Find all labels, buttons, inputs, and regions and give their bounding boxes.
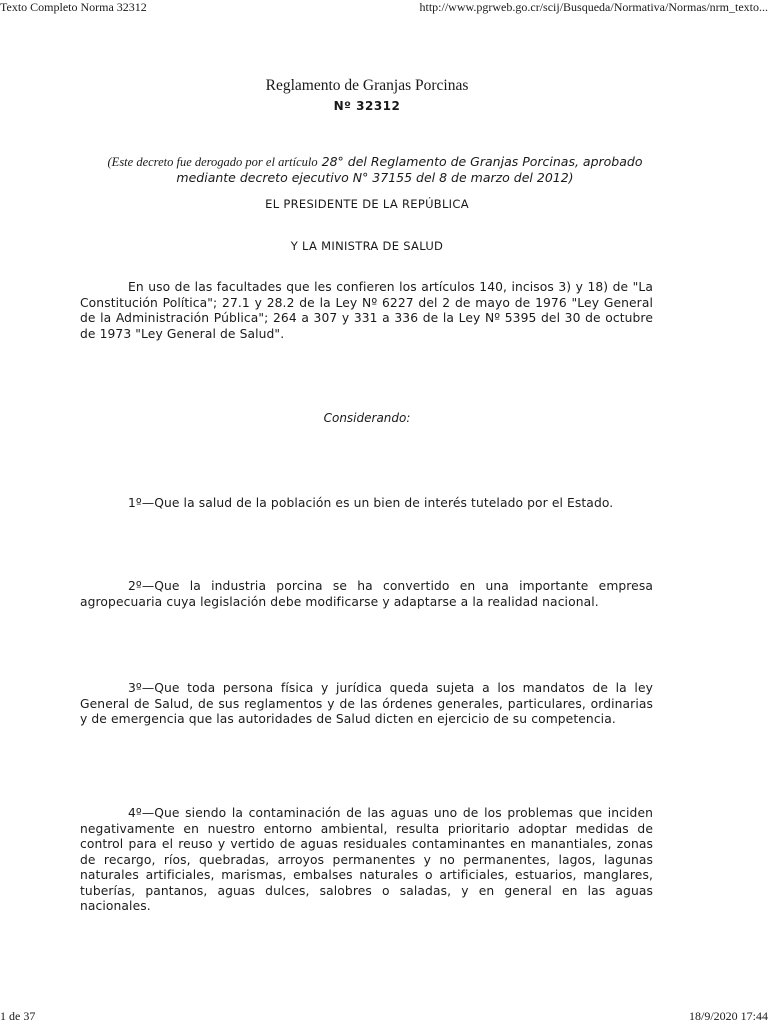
document-number: Nº 32312 — [333, 99, 401, 113]
president-heading: EL PRESIDENTE DE LA REPÚBLICA — [265, 197, 469, 211]
minister-heading: Y LA MINISTRA DE SALUD — [290, 239, 444, 253]
considerando-item-1: 1º—Que la salud de la población es un bien de interés tutelado por el Estado. — [128, 496, 614, 510]
considerando-heading: Considerando: — [323, 411, 411, 425]
print-header-title: Texto Completo Norma 32312 — [0, 0, 147, 14]
derogation-note — [88, 154, 662, 186]
preamble-paragraph: En uso de las facultades que les confieren los artículos 140, incisos 3) y 18) de "La Constitución Política"; 27.1 y 28.2 de la Ley Nº 6227 del 2 de mayo de 1976 "Ley General de la Administración Pública"; 264 a 307 y 331 a 336 de la Ley Nº 5395 del 30 de octubre de 1973 "Ley General de Salud". — [80, 280, 653, 341]
print-header-url: http://www.pgrweb.go.cr/scij/Busqueda/Normativa/Normas/nrm_texto... — [419, 0, 768, 14]
page-counter: 1 de 37 — [0, 1009, 36, 1023]
print-datetime: 18/9/2020 17:44 — [688, 1009, 768, 1023]
considerando-item-2: 2º—Que la industria porcina se ha convertido en una importante empresa agropecuaria cuya legislación debe modificarse y adaptarse a la realidad nacional. — [80, 579, 653, 609]
document-title: Reglamento de Granjas Porcinas — [265, 77, 469, 94]
considerando-item-4: 4º—Que siendo la contaminación de las aguas uno de los problemas que inciden negativamente en nuestro entorno ambiental, resulta prioritario adoptar medidas de control para el reuso y vertido de aguas residuales contaminantes en manantiales, zonas de recargo, ríos, quebradas, arroyos permanentes y no permanentes, lagos, lagunas naturales artificiales, marismas, embalses naturales o artificiales, estuarios, manglares, tuberías, pantanos, aguas dulces, salobres o saladas, y en general en las aguas nacionales. — [80, 806, 653, 913]
derogation-note-prefix: (Este decreto fue derogado por el artículo — [107, 155, 318, 169]
considerando-item-3: 3º—Que toda persona física y jurídica queda sujeta a los mandatos de la ley General de Salud, de sus reglamentos y de las órdenes generales, particulares, ordinarias y de emergencia que las autoridades de Salud dicten en ejercicio de su competencia. — [80, 681, 653, 726]
derogation-note-rest: 28° del Reglamento de Granjas Porcinas, aprobado mediante decreto ejecutivo N° 37155 del 8 de marzo del 2012) — [176, 154, 643, 185]
